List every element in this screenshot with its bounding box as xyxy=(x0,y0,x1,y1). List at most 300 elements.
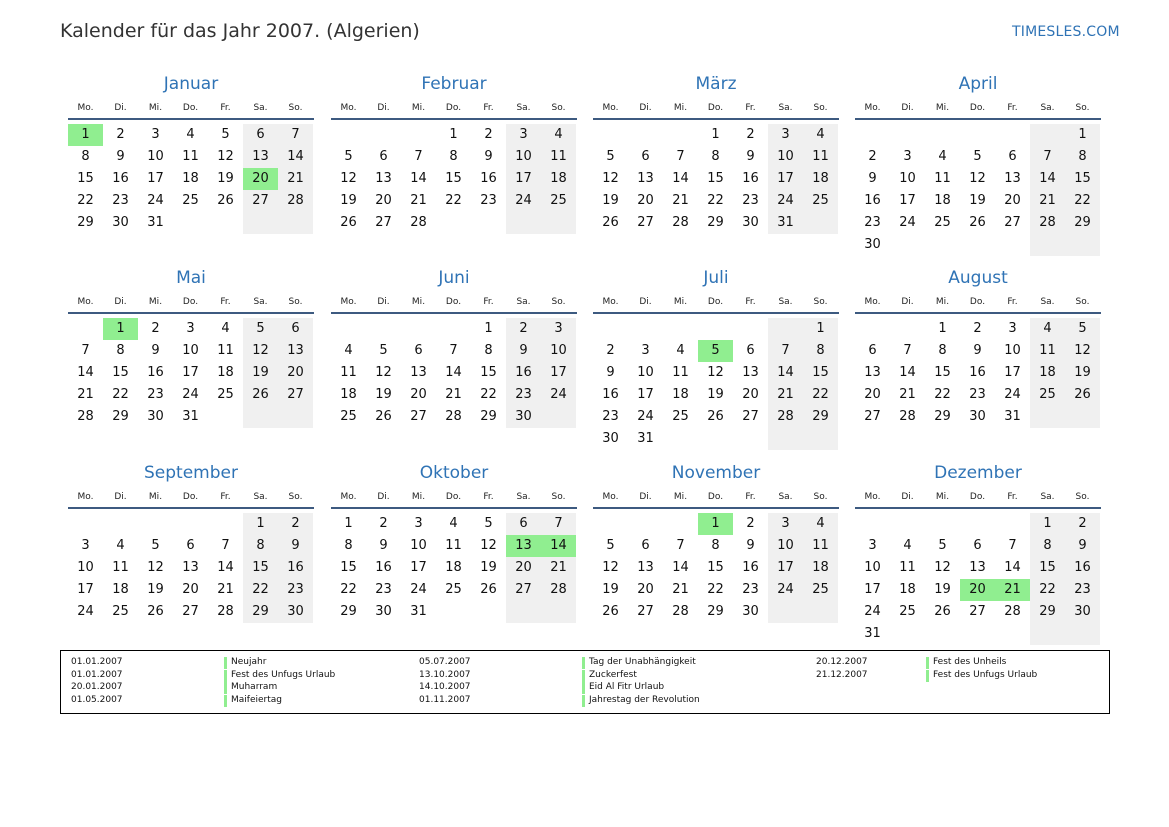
day-cell: 30 xyxy=(147,409,164,424)
month-name: Juni xyxy=(438,268,470,288)
day-cell: 1 xyxy=(243,513,278,535)
weekday-label: Sa. xyxy=(1040,103,1055,113)
day-cell: 5 xyxy=(151,538,160,553)
day-cell: 25 xyxy=(934,215,951,230)
day-cell: 30 xyxy=(506,406,541,428)
day-cell: 14 xyxy=(445,365,462,380)
day-cell: 14 xyxy=(278,146,313,168)
day-cell: 5 xyxy=(243,318,278,340)
day-cell: 9 xyxy=(606,365,615,380)
weekend-empty-cell xyxy=(278,406,313,428)
day-cell: 4 xyxy=(1030,318,1065,340)
header-rule xyxy=(593,507,839,509)
header-rule xyxy=(593,118,839,120)
day-cell: 9 xyxy=(278,535,313,557)
day-cell: 5 xyxy=(1065,318,1100,340)
weekday-label: Sa. xyxy=(253,297,268,307)
weekday-label: Di. xyxy=(114,492,127,502)
day-cell: 25 xyxy=(803,190,838,212)
day-cell: 4 xyxy=(116,538,125,553)
day-cell: 27 xyxy=(506,579,541,601)
day-cell: 23 xyxy=(506,384,541,406)
weekday-label: Mi. xyxy=(673,297,688,307)
legend-date: 05.07.2007 xyxy=(419,657,471,667)
day-cell: 19 xyxy=(375,387,392,402)
day-cell: 23 xyxy=(969,387,986,402)
day-cell: 19 xyxy=(1065,362,1100,384)
weekday-header xyxy=(855,297,1101,311)
holiday-day-cell: 1 xyxy=(103,318,138,340)
holiday-day-cell: 13 xyxy=(506,535,541,557)
day-cell: 18 xyxy=(803,557,838,579)
day-cell: 21 xyxy=(672,193,689,208)
weekend-empty-cell xyxy=(768,601,803,623)
day-cell: 6 xyxy=(506,513,541,535)
day-cell: 22 xyxy=(480,387,497,402)
day-cell: 22 xyxy=(1030,579,1065,601)
legend-holiday-name: Zuckerfest xyxy=(589,669,637,680)
legend-color-marker xyxy=(224,682,227,694)
day-cell: 28 xyxy=(410,215,427,230)
weekday-label: Mo. xyxy=(602,297,619,307)
day-cell: 8 xyxy=(711,538,720,553)
weekday-label: Mo. xyxy=(602,103,619,113)
day-cell: 29 xyxy=(480,409,497,424)
day-cell: 4 xyxy=(186,127,195,142)
day-cell: 24 xyxy=(410,582,427,597)
weekday-label: Mo. xyxy=(77,492,94,502)
day-cell: 18 xyxy=(182,171,199,186)
day-cell: 13 xyxy=(969,560,986,575)
day-cell: 6 xyxy=(243,124,278,146)
day-cell: 10 xyxy=(77,560,94,575)
day-cell: 26 xyxy=(602,215,619,230)
day-cell: 30 xyxy=(742,215,759,230)
day-cell: 1 xyxy=(1030,513,1065,535)
day-cell: 23 xyxy=(147,387,164,402)
day-cell: 26 xyxy=(969,215,986,230)
day-cell: 11 xyxy=(899,560,916,575)
day-cell: 17 xyxy=(637,387,654,402)
day-cell: 13 xyxy=(637,560,654,575)
day-cell: 15 xyxy=(934,365,951,380)
day-cell: 4 xyxy=(221,321,230,336)
day-cell: 18 xyxy=(672,387,689,402)
legend-date: 01.01.2007 xyxy=(71,657,123,667)
day-cell: 20 xyxy=(182,582,199,597)
day-cell: 22 xyxy=(445,193,462,208)
legend-holiday-name: Tag der Unabhängigkeit xyxy=(589,657,696,667)
day-cell: 17 xyxy=(506,168,541,190)
day-cell: 21 xyxy=(278,168,313,190)
weekday-label: So. xyxy=(288,492,303,502)
legend-color-marker xyxy=(582,670,585,682)
legend-holiday-name: Muharram xyxy=(231,682,278,692)
day-cell: 3 xyxy=(186,321,195,336)
day-cell: 7 xyxy=(449,343,458,358)
weekday-label: Mi. xyxy=(411,297,426,307)
month-name: Januar xyxy=(163,74,219,94)
day-cell: 6 xyxy=(278,318,313,340)
day-cell: 2 xyxy=(746,127,755,142)
weekend-empty-cell xyxy=(803,601,838,623)
day-cell: 12 xyxy=(340,171,357,186)
weekend-empty-cell xyxy=(1065,623,1100,645)
header-rule xyxy=(68,118,314,120)
day-cell: 22 xyxy=(707,582,724,597)
day-cell: 19 xyxy=(602,582,619,597)
legend-date: 01.11.2007 xyxy=(419,694,471,705)
day-cell: 18 xyxy=(1030,362,1065,384)
day-cell: 31 xyxy=(1004,409,1021,424)
weekday-header xyxy=(331,103,577,117)
day-cell: 17 xyxy=(768,557,803,579)
day-cell: 5 xyxy=(344,149,353,164)
legend-color-marker xyxy=(926,670,929,682)
day-cell: 11 xyxy=(182,149,199,164)
day-cell: 5 xyxy=(606,149,615,164)
day-cell: 10 xyxy=(768,146,803,168)
weekday-label: Fr. xyxy=(220,297,231,307)
weekday-label: Di. xyxy=(377,297,390,307)
day-cell: 4 xyxy=(803,513,838,535)
day-cell: 28 xyxy=(899,409,916,424)
day-cell: 3 xyxy=(868,538,877,553)
legend-date: 01.01.2007 xyxy=(71,669,123,680)
day-cell: 15 xyxy=(112,365,129,380)
day-cell: 15 xyxy=(340,560,357,575)
day-cell: 29 xyxy=(77,215,94,230)
day-cell: 23 xyxy=(864,215,881,230)
day-cell: 7 xyxy=(541,513,576,535)
weekday-label: Do. xyxy=(969,297,986,307)
header-rule xyxy=(68,312,314,314)
day-cell: 30 xyxy=(742,604,759,619)
day-cell: 29 xyxy=(707,215,724,230)
holiday-day-cell: 14 xyxy=(541,535,576,557)
day-cell: 18 xyxy=(445,560,462,575)
day-cell: 30 xyxy=(112,215,129,230)
day-cell: 31 xyxy=(147,215,164,230)
weekday-label: Do. xyxy=(969,103,986,113)
day-cell: 2 xyxy=(973,321,982,336)
legend-holiday-name: Fest des Unfugs Urlaub xyxy=(933,669,1038,680)
day-cell: 16 xyxy=(278,557,313,579)
legend-holiday-name: Jahrestag der Revolution xyxy=(589,694,700,705)
weekday-label: So. xyxy=(288,103,303,113)
day-cell: 10 xyxy=(541,340,576,362)
day-cell: 26 xyxy=(707,409,724,424)
weekday-label: Di. xyxy=(901,492,914,502)
brand-link[interactable]: TIMESLES.COM xyxy=(1012,24,1120,40)
weekday-label: Mi. xyxy=(935,297,950,307)
day-cell: 6 xyxy=(641,149,650,164)
weekday-label: So. xyxy=(1075,492,1090,502)
day-cell: 26 xyxy=(217,193,234,208)
weekday-label: Sa. xyxy=(1040,492,1055,502)
day-cell: 1 xyxy=(484,321,493,336)
day-cell: 2 xyxy=(1065,513,1100,535)
day-cell: 18 xyxy=(934,193,951,208)
holiday-legend xyxy=(60,650,1110,714)
day-cell: 21 xyxy=(1030,190,1065,212)
weekday-label: Do. xyxy=(445,492,462,502)
day-cell: 8 xyxy=(344,538,353,553)
day-cell: 14 xyxy=(768,362,803,384)
day-cell: 2 xyxy=(868,149,877,164)
header-rule xyxy=(331,118,577,120)
day-cell: 4 xyxy=(938,149,947,164)
day-cell: 8 xyxy=(1030,535,1065,557)
day-cell: 6 xyxy=(868,343,877,358)
day-cell: 8 xyxy=(243,535,278,557)
day-cell: 25 xyxy=(899,604,916,619)
day-cell: 15 xyxy=(803,362,838,384)
holiday-day-cell: 20 xyxy=(960,579,995,601)
day-cell: 23 xyxy=(742,193,759,208)
day-cell: 4 xyxy=(344,343,353,358)
weekday-label: Di. xyxy=(114,297,127,307)
weekday-label: Mi. xyxy=(411,492,426,502)
day-cell: 7 xyxy=(81,343,90,358)
day-cell: 26 xyxy=(243,384,278,406)
weekday-label: Fr. xyxy=(1007,492,1018,502)
day-cell: 26 xyxy=(1065,384,1100,406)
day-cell: 21 xyxy=(672,582,689,597)
day-cell: 10 xyxy=(1004,343,1021,358)
weekday-label: Di. xyxy=(639,103,652,113)
day-cell: 12 xyxy=(1065,340,1100,362)
weekday-header xyxy=(68,103,314,117)
day-cell: 21 xyxy=(445,387,462,402)
day-cell: 8 xyxy=(116,343,125,358)
day-cell: 27 xyxy=(243,190,278,212)
day-cell: 14 xyxy=(899,365,916,380)
weekday-label: Sa. xyxy=(253,492,268,502)
page-title: Kalender für das Jahr 2007. (Algerien) xyxy=(60,20,420,42)
day-cell: 26 xyxy=(602,604,619,619)
day-cell: 20 xyxy=(864,387,881,402)
legend-holiday-name: Eid Al Fitr Urlaub xyxy=(589,682,665,692)
legend-color-marker xyxy=(224,695,227,707)
weekday-header xyxy=(855,492,1101,506)
day-cell: 19 xyxy=(340,193,357,208)
weekday-label: Fr. xyxy=(745,492,756,502)
legend-holiday-name: Maifeiertag xyxy=(231,694,282,705)
day-cell: 16 xyxy=(969,365,986,380)
day-cell: 24 xyxy=(768,579,803,601)
day-cell: 4 xyxy=(541,124,576,146)
header-rule xyxy=(331,312,577,314)
day-cell: 27 xyxy=(410,409,427,424)
legend-date: 14.10.2007 xyxy=(419,682,471,692)
day-cell: 11 xyxy=(1030,340,1065,362)
day-cell: 16 xyxy=(742,560,759,575)
weekday-label: So. xyxy=(551,103,566,113)
day-cell: 24 xyxy=(864,604,881,619)
day-cell: 22 xyxy=(112,387,129,402)
day-cell: 27 xyxy=(637,215,654,230)
weekday-label: Sa. xyxy=(516,297,531,307)
day-cell: 14 xyxy=(77,365,94,380)
day-cell: 25 xyxy=(803,579,838,601)
day-cell: 18 xyxy=(340,387,357,402)
day-cell: 12 xyxy=(602,171,619,186)
weekday-label: Mi. xyxy=(673,103,688,113)
day-cell: 28 xyxy=(1030,212,1065,234)
day-cell: 11 xyxy=(934,171,951,186)
legend-date: 01.05.2007 xyxy=(71,694,123,705)
weekday-label: Fr. xyxy=(1007,103,1018,113)
day-cell: 17 xyxy=(410,560,427,575)
day-cell: 17 xyxy=(768,168,803,190)
day-cell: 11 xyxy=(217,343,234,358)
day-cell: 26 xyxy=(340,215,357,230)
day-cell: 13 xyxy=(410,365,427,380)
day-cell: 12 xyxy=(707,365,724,380)
day-cell: 12 xyxy=(375,365,392,380)
day-cell: 6 xyxy=(1008,149,1017,164)
day-cell: 30 xyxy=(375,604,392,619)
weekday-label: Sa. xyxy=(1040,297,1055,307)
day-cell: 28 xyxy=(278,190,313,212)
day-cell: 16 xyxy=(602,387,619,402)
weekday-label: So. xyxy=(551,297,566,307)
weekday-header xyxy=(331,492,577,506)
day-cell: 17 xyxy=(1004,365,1021,380)
weekday-label: Fr. xyxy=(220,492,231,502)
weekday-label: Mi. xyxy=(411,103,426,113)
day-cell: 17 xyxy=(77,582,94,597)
day-cell: 24 xyxy=(506,190,541,212)
day-cell: 30 xyxy=(1065,601,1100,623)
day-cell: 4 xyxy=(803,124,838,146)
weekday-label: Di. xyxy=(901,103,914,113)
legend-color-marker xyxy=(224,670,227,682)
day-cell: 16 xyxy=(506,362,541,384)
day-cell: 11 xyxy=(112,560,129,575)
day-cell: 5 xyxy=(938,538,947,553)
day-cell: 10 xyxy=(182,343,199,358)
day-cell: 31 xyxy=(864,626,881,641)
weekday-label: Do. xyxy=(182,492,199,502)
day-cell: 31 xyxy=(768,212,803,234)
day-cell: 2 xyxy=(116,127,125,142)
legend-date: 20.01.2007 xyxy=(71,682,123,692)
header-rule xyxy=(593,312,839,314)
weekday-header xyxy=(68,297,314,311)
day-cell: 28 xyxy=(217,604,234,619)
day-cell: 6 xyxy=(746,343,755,358)
weekend-empty-cell xyxy=(541,601,576,623)
day-cell: 26 xyxy=(480,582,497,597)
day-cell: 27 xyxy=(182,604,199,619)
day-cell: 22 xyxy=(803,384,838,406)
holiday-day-cell: 20 xyxy=(243,168,278,190)
day-cell: 14 xyxy=(1030,168,1065,190)
day-cell: 19 xyxy=(934,582,951,597)
day-cell: 26 xyxy=(934,604,951,619)
day-cell: 12 xyxy=(602,560,619,575)
weekday-label: Do. xyxy=(182,297,199,307)
day-cell: 17 xyxy=(182,365,199,380)
day-cell: 15 xyxy=(445,171,462,186)
day-cell: 2 xyxy=(606,343,615,358)
day-cell: 3 xyxy=(541,318,576,340)
day-cell: 18 xyxy=(541,168,576,190)
day-cell: 21 xyxy=(541,557,576,579)
day-cell: 22 xyxy=(243,579,278,601)
day-cell: 9 xyxy=(973,343,982,358)
weekday-label: Mi. xyxy=(148,103,163,113)
day-cell: 18 xyxy=(217,365,234,380)
day-cell: 28 xyxy=(445,409,462,424)
day-cell: 15 xyxy=(707,171,724,186)
weekday-header xyxy=(68,492,314,506)
weekday-label: Fr. xyxy=(483,103,494,113)
weekday-label: Mo. xyxy=(864,103,881,113)
day-cell: 6 xyxy=(186,538,195,553)
day-cell: 21 xyxy=(410,193,427,208)
day-cell: 5 xyxy=(973,149,982,164)
weekend-empty-cell xyxy=(803,212,838,234)
day-cell: 24 xyxy=(147,193,164,208)
day-cell: 18 xyxy=(112,582,129,597)
day-cell: 21 xyxy=(217,582,234,597)
day-cell: 6 xyxy=(379,149,388,164)
day-cell: 10 xyxy=(506,146,541,168)
day-cell: 8 xyxy=(938,343,947,358)
day-cell: 7 xyxy=(676,538,685,553)
day-cell: 30 xyxy=(864,237,881,252)
weekend-empty-cell xyxy=(506,601,541,623)
day-cell: 22 xyxy=(340,582,357,597)
day-cell: 23 xyxy=(112,193,129,208)
weekday-label: So. xyxy=(551,492,566,502)
day-cell: 6 xyxy=(414,343,423,358)
weekday-label: Mo. xyxy=(864,492,881,502)
day-cell: 14 xyxy=(672,560,689,575)
weekday-label: Mi. xyxy=(935,492,950,502)
day-cell: 1 xyxy=(449,127,458,142)
header-rule xyxy=(855,118,1101,120)
weekday-label: Fr. xyxy=(483,297,494,307)
holiday-day-cell: 5 xyxy=(698,340,733,362)
day-cell: 12 xyxy=(147,560,164,575)
day-cell: 3 xyxy=(81,538,90,553)
day-cell: 8 xyxy=(449,149,458,164)
weekend-empty-cell xyxy=(506,212,541,234)
month-name: Juli xyxy=(703,268,729,288)
day-cell: 23 xyxy=(375,582,392,597)
day-cell: 2 xyxy=(484,127,493,142)
day-cell: 8 xyxy=(803,340,838,362)
day-cell: 27 xyxy=(742,409,759,424)
weekday-header xyxy=(593,297,839,311)
header-rule xyxy=(855,507,1101,509)
weekday-label: Fr. xyxy=(745,103,756,113)
day-cell: 12 xyxy=(934,560,951,575)
day-cell: 1 xyxy=(803,318,838,340)
legend-holiday-name: Fest des Unfugs Urlaub xyxy=(231,669,336,680)
day-cell: 23 xyxy=(480,193,497,208)
day-cell: 16 xyxy=(480,171,497,186)
day-cell: 4 xyxy=(449,516,458,531)
weekday-label: So. xyxy=(813,297,828,307)
day-cell: 17 xyxy=(147,171,164,186)
day-cell: 13 xyxy=(182,560,199,575)
day-cell: 7 xyxy=(1030,146,1065,168)
